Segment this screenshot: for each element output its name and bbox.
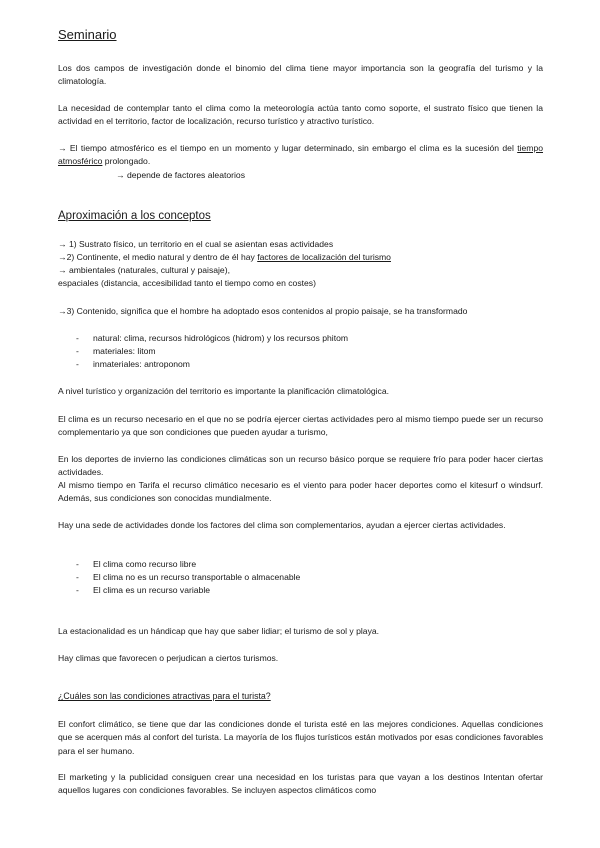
intro-p3-underlined: tiempo atmosférico [58,143,543,167]
concept-1: → 1) Sustrato físico, un territorio en el cual se asientan esas actividades [58,239,334,249]
paragraph-confort: El confort climático, se tiene que dar las condiciones donde el turista esté en las mejores condiciones. Aquellas condiciones que se acerquen más al confort del turista. La mayoría de los flujos turísticos están motivados por esas condiciones favorables para el ser humano. [58,719,543,756]
section-heading-condiciones: ¿Cuáles son las condiciones atractivas para el turista? [58,691,271,701]
intro-paragraph-1: Los dos campos de investigación donde el binomio del clima tiene mayor importancia son la geografía del turismo y la climatología. [58,63,543,87]
concept-2-underlined: factores de localización del turismo [257,252,391,262]
paragraph-planificacion: A nivel turístico y organización del territorio es importante la planificación climatológica. [58,386,390,396]
list-item-text: El clima es un recurso variable [93,585,211,595]
paragraph-sede: Hay una sede de actividades donde los factores del clima son complementarios, ayudan a ejercer ciertas actividades. [58,520,506,530]
intro-paragraph-2: La necesidad de contemplar tanto el clima como la meteorología actúa tanto como soporte, el sustrato físico que tienen la actividad en el territorio, factor de localización, recurso turístico y atractivo turístico. [58,103,543,127]
list-item: - El clima no es un recurso transportable o almacenable [76,572,301,582]
list-item-text: inmateriales: antroponom [93,359,190,369]
list-item: - natural: clima, recursos hidrológicos (hidrom) y los recursos phitom [76,333,349,343]
concept-2-arrow-line: → ambientales (naturales, cultural y paisaje), [58,265,230,275]
paragraph-recurso: El clima es un recurso necesario en el que no se podría ejercer ciertas actividades pero al mismo tiempo puede ser un recurso complementario ya que son condiciones que pueden ayudar a turismo, [58,414,543,438]
list-item-text: El clima como recurso libre [93,559,197,569]
list-item: - El clima como recurso libre [76,559,197,569]
paragraph-estacionalidad: La estacionalidad es un hándicap que hay que saber lidiar; el turismo de sol y playa. [58,626,380,636]
list-item-text: materiales: litom [93,346,156,356]
intro-paragraph-3 [58,142,543,169]
intro-p3-text-before: → El tiempo atmosférico es el tiempo en un momento y lugar determinado, sin embargo el clima es la sucesión del [58,143,518,153]
paragraph-tarifa: Al mismo tiempo en Tarifa el recurso climático necesario es el viento para poder hacer deportes como el kitesurf o windsurf. Además, sus condiciones son conocidas mundialmente. [58,480,543,504]
concept-2-text: →2) Continente, el medio natural y dentro de él hay [58,252,258,262]
list-item-text: El clima no es un recurso transportable o almacenable [93,572,301,582]
section-heading-conceptos: Aproximación a los conceptos [58,210,211,222]
paragraph-favorecen: Hay climas que favorecen o perjudican a ciertos turismos. [58,653,279,663]
intro-p3-text-after: prolongado. [102,156,151,167]
paragraph-invierno: En los deportes de invierno las condiciones climáticas son un recurso básico porque se requiere frío para poder hacer ciertas actividades. [58,454,543,478]
concept-2 [58,251,543,264]
list-item: - materiales: litom [76,346,156,356]
concept-3: →3) Contenido, significa que el hombre ha adoptado esos contenidos al propio paisaje, se ha transformado [58,306,468,316]
concept-2-continuation: espaciales (distancia, accesibilidad tanto el tiempo como en costes) [58,278,316,288]
list-item: - inmateriales: antroponom [76,359,190,369]
page-title: Seminario [58,27,117,42]
list-item: - El clima es un recurso variable [76,585,211,595]
intro-p3-subpoint: → depende de factores aleatorios [116,170,245,180]
list-item-text: natural: clima, recursos hidrológicos (hidrom) y los recursos phitom [93,333,349,343]
paragraph-marketing: El marketing y la publicidad consiguen crear una necesidad en los turistas para que vayan a los destinos Intentan ofertar aquellos lugares con condiciones favorables. Se incluyen aspectos climáticos como [58,772,543,796]
